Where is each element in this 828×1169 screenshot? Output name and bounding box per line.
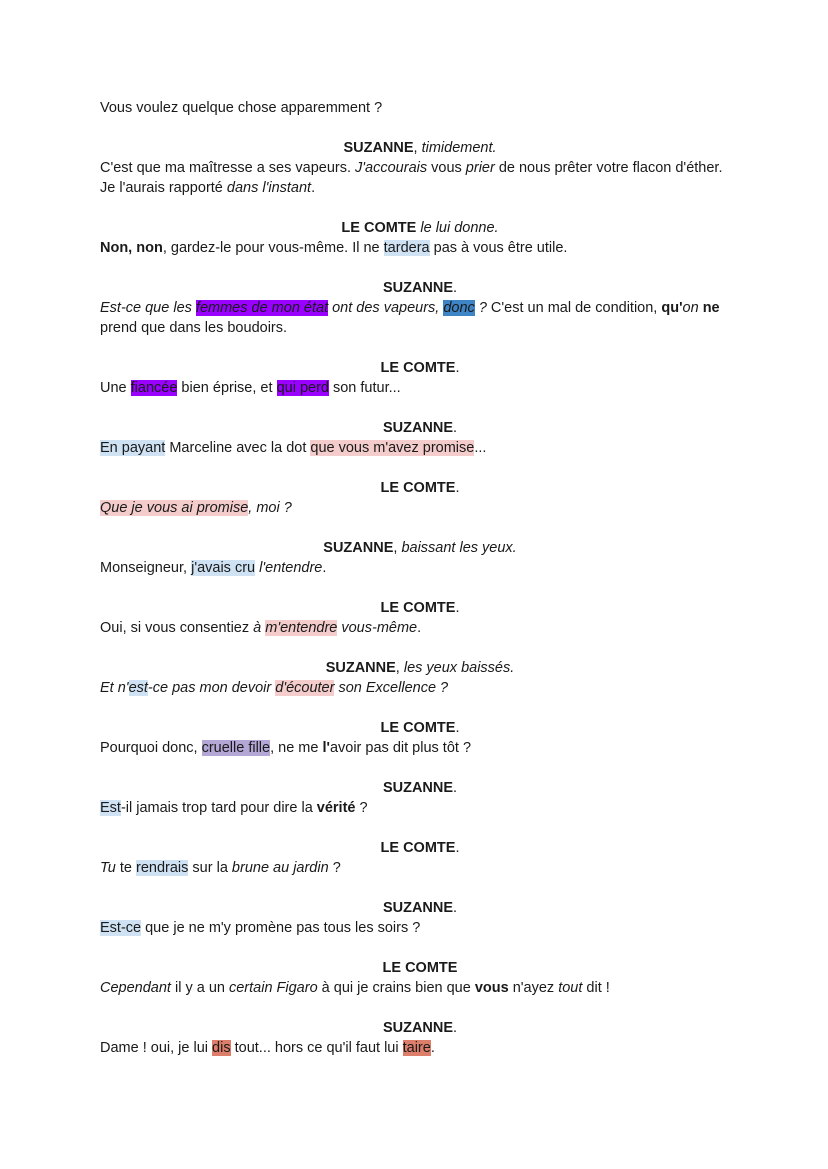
highlighted-text: d'écouter [275,680,335,696]
highlighted-text: Que je vous ai promise [100,500,249,516]
text-segment: le lui donne. [420,220,499,236]
text-segment: vérité [316,800,356,816]
text-segment: . [453,1020,458,1036]
dialogue-line [100,438,740,458]
text-segment: de nous prêter votre flacon d'éther. Je l'aurais rapporté [100,160,723,196]
text-segment: , [393,540,402,556]
highlighted-text: j'avais cru [191,560,256,576]
highlighted-text: est [128,680,148,696]
highlighted-text: que vous m'avez promise [310,440,475,456]
speaker-heading [100,958,740,978]
dialogue-line [100,918,740,938]
dialogue-line [100,158,740,198]
dialogue-line [100,1038,740,1058]
highlighted-text: fiancée [130,380,178,396]
text-segment: dit ! [582,980,610,996]
text-segment: SUZANNE [323,540,394,556]
text-segment: C'est un mal de condition, [486,300,662,316]
text-segment: son futur... [328,380,401,396]
text-segment: on [682,300,699,316]
text-segment: tout [558,980,583,996]
text-segment: , ne me [270,740,323,756]
dialogue-line [100,978,740,998]
highlighted-text: femmes de mon état [195,300,329,316]
text-segment: dans l'instant [226,180,312,196]
text-segment: Non, non [100,240,163,256]
text-segment: Et n' [100,680,129,696]
text-segment: LE COMTE [380,840,456,856]
dialogue-line [100,378,740,398]
text-segment: son Excellence ? [334,680,449,696]
highlighted-text: tardera [383,240,430,256]
text-segment: SUZANNE [382,900,454,916]
text-segment: . [311,180,316,196]
text-segment: tout... hors ce qu'il faut lui [230,1040,403,1056]
speaker-heading [100,778,740,798]
speaker-heading [100,478,740,498]
text-segment: Cependant [100,980,171,996]
highlighted-text: donc [443,300,475,316]
text-segment: Tu [100,860,116,876]
text-segment: -ce pas mon devoir [147,680,276,696]
text-segment: n'ayez [508,980,559,996]
highlighted-text: rendrais [136,860,189,876]
text-segment: . [453,900,458,916]
speaker-heading [100,718,740,738]
highlighted-text: Est-ce [100,920,142,936]
dialogue-line [100,618,740,638]
text-segment: J'accourais [355,160,428,176]
text-segment: SUZANNE [382,1020,454,1036]
text-segment: ? [474,300,487,316]
text-segment: -il jamais trop tard pour dire la [120,800,317,816]
text-segment: . [322,560,327,576]
speaker-heading [100,218,740,238]
text-segment: te [115,860,137,876]
text-segment: LE COMTE [382,960,458,976]
text-segment: . [417,620,422,636]
text-segment: sur la [188,860,232,876]
text-segment: SUZANNE [382,420,454,436]
speaker-heading [100,418,740,438]
highlighted-text: m'entendre [265,620,338,636]
text-segment: Dame ! oui, je lui [100,1040,213,1056]
text-segment: LE COMTE [380,600,456,616]
text-segment: Vous voulez quelque chose apparemment ? [100,100,383,116]
text-segment: l'entendre [259,560,323,576]
text-segment: LE COMTE [380,720,456,736]
text-segment: vous-même [337,620,418,636]
text-segment: les yeux baissés. [403,660,515,676]
text-segment: vous [474,980,509,996]
speaker-heading [100,538,740,558]
text-segment: SUZANNE [382,780,454,796]
text-segment: C'est que ma maîtresse a ses vapeurs. [100,160,356,176]
text-segment: ne [702,300,720,316]
dialogue-line [100,738,740,758]
speaker-heading [100,138,740,158]
highlighted-text: Est [100,800,121,816]
speaker-heading [100,358,740,378]
text-segment: prend que dans les boudoirs. [100,320,288,336]
speaker-heading [100,1018,740,1038]
text-segment: . [455,480,460,496]
text-segment: certain Figaro [228,980,318,996]
text-segment: Monseigneur, [100,560,192,576]
text-segment: , gardez-le pour vous-même. Il ne [162,240,384,256]
dialogue-line [100,678,740,698]
play-document [100,98,740,1058]
text-segment: SUZANNE [343,140,414,156]
highlighted-text: En payant [100,440,166,456]
dialogue-line [100,558,740,578]
text-segment: . [455,720,460,736]
dialogue-line [100,498,740,518]
text-segment: vous [427,160,466,176]
dialogue-line [100,298,740,338]
text-segment: LE COMTE [380,360,456,376]
text-segment: ... [474,440,487,456]
speaker-heading [100,898,740,918]
text-segment: . [455,840,460,856]
text-segment: Est-ce que les [100,300,196,316]
text-segment: ont des vapeurs, [328,300,444,316]
highlighted-text: taire [402,1040,431,1056]
text-segment: prier [465,160,495,176]
text-segment: , [413,140,422,156]
dialogue-line [100,98,740,118]
speaker-heading [100,658,740,678]
text-segment: . [455,360,460,376]
text-segment: baissant les yeux. [401,540,517,556]
dialogue-line [100,858,740,878]
highlighted-text: qui perd [276,380,329,396]
dialogue-line [100,798,740,818]
text-segment: . [453,420,458,436]
text-segment: timidement. [421,140,497,156]
text-segment: , moi ? [248,500,292,516]
text-segment: SUZANNE [382,280,454,296]
text-segment: qu' [661,300,683,316]
text-segment: à qui je crains bien que [317,980,475,996]
text-segment: brune au jardin [231,860,329,876]
text-segment: . [453,780,458,796]
text-segment: ? [328,860,341,876]
text-segment: . [453,280,458,296]
text-segment: SUZANNE [325,660,396,676]
text-segment: il y a un [170,980,229,996]
text-segment: à [253,620,262,636]
text-segment: bien éprise, et [177,380,277,396]
text-segment: Oui, si vous consentiez [100,620,254,636]
highlighted-text: cruelle fille [201,740,271,756]
text-segment: avoir pas dit plus tôt ? [329,740,472,756]
highlighted-text: dis [212,1040,231,1056]
text-segment: que je ne m'y promène pas tous les soirs ? [141,920,421,936]
text-segment: LE COMTE [341,220,417,236]
text-segment: Pourquoi donc, [100,740,202,756]
speaker-heading [100,838,740,858]
text-segment: . [455,600,460,616]
text-segment: , [395,660,404,676]
text-segment: pas à vous être utile. [429,240,568,256]
text-segment: Marceline avec la dot [165,440,311,456]
dialogue-line [100,238,740,258]
text-segment: LE COMTE [380,480,456,496]
text-segment: ? [355,800,368,816]
speaker-heading [100,278,740,298]
speaker-heading [100,598,740,618]
text-segment: . [430,1040,435,1056]
text-segment: l' [322,740,330,756]
text-segment: Une [100,380,131,396]
